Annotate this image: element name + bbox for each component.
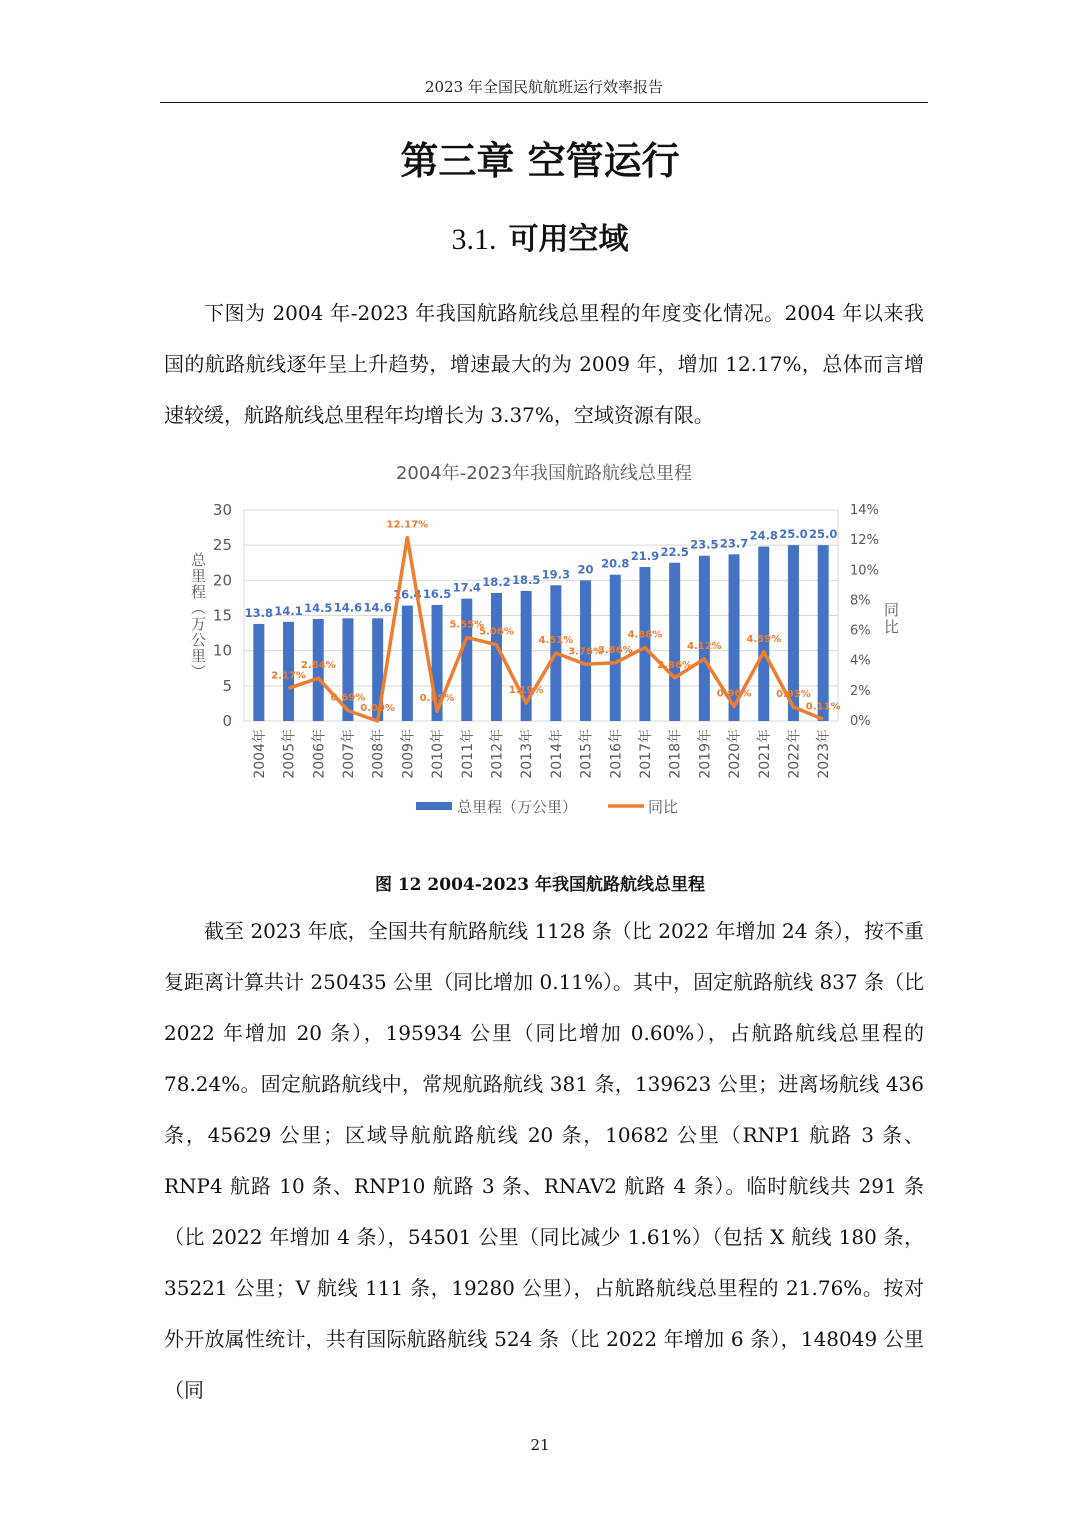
bar-label: 14.6	[333, 600, 363, 615]
line-label: 4.59%	[746, 633, 782, 645]
x-tick-label: 2018年	[667, 729, 684, 779]
line-label: 4.88%	[627, 629, 663, 641]
line-label: 12.17%	[386, 519, 429, 531]
x-tick-label: 2023年	[816, 729, 833, 779]
bar-2017年	[639, 567, 650, 721]
bar-2019年	[699, 556, 710, 721]
bar-2012年	[491, 593, 502, 721]
x-tick-label: 2019年	[697, 729, 714, 779]
page-number: 21	[530, 1436, 550, 1454]
line-label: 2.17%	[271, 670, 306, 682]
bar-label: 17.4	[452, 580, 481, 595]
left-axis-tick-label: 25	[212, 536, 232, 555]
chart-svg	[160, 452, 920, 832]
x-tick-label: 2009年	[400, 729, 417, 779]
bar-label: 21.9	[630, 548, 660, 563]
line-label: 3.76%	[568, 646, 603, 658]
chapter-title: 第三章 空管运行	[400, 139, 680, 183]
bar-label: 20.8	[601, 556, 630, 571]
line-label: 2.86%	[657, 659, 693, 671]
x-tick-label: 2010年	[430, 729, 447, 779]
legend-bar-swatch	[416, 802, 452, 810]
mileage-chart	[160, 452, 920, 832]
x-tick-label: 2017年	[637, 729, 654, 779]
header-rule	[160, 102, 928, 103]
left-axis-tick-label: 0	[222, 712, 232, 730]
right-axis-tick-label: 4%	[850, 653, 871, 669]
line-label: 5.06%	[479, 626, 514, 638]
legend-line-label: 同比	[648, 798, 679, 816]
left-axis-tick-label: 5	[222, 676, 232, 695]
bar-label: 16.5	[422, 586, 452, 601]
bar-label: 18.5	[511, 572, 541, 587]
bar-label: 14.1	[274, 603, 303, 618]
right-axis-tick-label: 2%	[850, 683, 871, 699]
right-axis-tick-label: 14%	[850, 503, 879, 518]
x-tick-label: 2022年	[786, 729, 803, 779]
bar-label: 24.8	[749, 528, 778, 543]
x-tick-label: 2020年	[727, 729, 744, 779]
airway-statistics-paragraph: 截至 2023 年底，全国共有航路航线 1128 条（比 2022 年增加 24 条），按不重复距离计算共计 250435 公里（同比增加 0.11%）。其中，固定航路航线 837 条（比 2022 年增加 20 条），195934 公里（同比增加 0.60%），占航路航线总里程的 78.24%。固定航路航线中，常规航路航线 381 条，139623 公里；进离场航线 436 条，45629 公里；区域导航航路航线 20 条，10682 公里（RNP1 航路 3 条、RNP4 航路 10 条、RNP10 航路 3 条、RNAV2 航路 4 条）。临时航线共 291 条（比 2022 年增加 4 条），54501 公里（同比减少 1.61%）（包括 X 航线 180 条，35221 公里；V 航线 111 条，19280 公里），占航路航线总里程的 21.76%。按对外开放属性统计，共有国际航路航线 524 条（比 2022 年增加 6 条），148049 公里（同	[164, 919, 924, 1402]
x-tick-label: 2013年	[519, 729, 536, 779]
bar-label: 20	[577, 562, 594, 577]
right-axis-label: 同比	[882, 602, 900, 636]
right-axis-tick-label: 0%	[850, 714, 871, 729]
line-label: 0.00%	[360, 703, 396, 714]
x-tick-label: 2006年	[311, 729, 328, 779]
x-tick-label: 2021年	[756, 729, 773, 779]
running-header: 2023 年全国民航航班运行效率报告	[425, 78, 663, 96]
line-label: 4.12%	[686, 640, 722, 652]
bar-label: 25.0	[779, 527, 808, 542]
bar-2018年	[669, 563, 680, 721]
bar-label: 23.7	[719, 536, 749, 551]
x-tick-label: 2008年	[370, 729, 387, 779]
line-label: 0.96%	[716, 688, 752, 700]
right-axis-tick-label: 12%	[850, 533, 879, 549]
left-axis-label: 总里程（万公里）	[189, 552, 207, 680]
x-tick-label: 2004年	[251, 729, 268, 779]
line-label: 0.65%	[419, 693, 455, 705]
right-axis-tick-label: 6%	[850, 623, 871, 639]
figure-caption: 图 12 2004-2023 年我国航路航线总里程	[374, 875, 706, 895]
line-label: 2.84%	[300, 660, 336, 672]
left-axis-tick-label: 30	[212, 501, 232, 519]
section-title	[0, 214, 1080, 258]
line-label: 5.55%	[449, 619, 485, 631]
legend-bar-label: 总里程（万公里）	[457, 798, 578, 816]
line-label: 0.69%	[330, 692, 366, 704]
bar-label: 14.5	[304, 601, 333, 616]
left-axis-tick-label: 20	[212, 571, 232, 590]
x-tick-label: 2014年	[548, 729, 565, 779]
x-tick-label: 2011年	[459, 729, 476, 779]
right-axis-tick-label: 8%	[850, 593, 871, 609]
line-label: 3.86%	[597, 644, 633, 656]
section-number: 3.1.	[451, 223, 497, 256]
bar-2011年	[461, 599, 472, 721]
x-tick-label: 2005年	[281, 729, 298, 779]
x-tick-label: 2016年	[608, 729, 625, 779]
bar-label: 16.4	[393, 587, 422, 602]
bar-label: 13.8	[244, 605, 274, 620]
line-label: 0.93%	[776, 688, 811, 700]
bar-label: 25.0	[808, 527, 838, 542]
line-label: 1.19%	[508, 685, 544, 697]
bar-label: 19.3	[541, 567, 571, 582]
bar-label: 18.2	[482, 574, 511, 589]
intro-paragraph: 下图为 2004 年-2023 年我国航路航线总里程的年度变化情况。2004 年以来我国的航路航线逐年呈上升趋势，增速最大的为 2009 年，增加 12.17%，总体而言增速较缓，航路航线总里程年均增长为 3.37%，空域资源有限。	[164, 301, 924, 427]
section-heading: 可用空域	[508, 222, 629, 257]
left-axis-tick-label: 10	[212, 641, 232, 660]
bar-label: 23.5	[690, 537, 719, 552]
line-label: 0.11%	[805, 701, 841, 713]
line-label: 4.51%	[538, 635, 574, 647]
bar-label: 14.6	[363, 600, 392, 615]
x-tick-label: 2007年	[340, 729, 357, 779]
bar-2023年	[818, 545, 829, 721]
bar-2004年	[253, 624, 264, 721]
x-tick-label: 2012年	[489, 729, 506, 779]
bar-2009年	[402, 606, 413, 721]
bar-label: 22.5	[660, 544, 689, 559]
right-axis-tick-label: 10%	[850, 563, 879, 579]
x-tick-label: 2015年	[578, 729, 595, 779]
chart-title: 2004年-2023年我国航路航线总里程	[395, 463, 693, 484]
left-axis-tick-label: 15	[212, 606, 232, 625]
